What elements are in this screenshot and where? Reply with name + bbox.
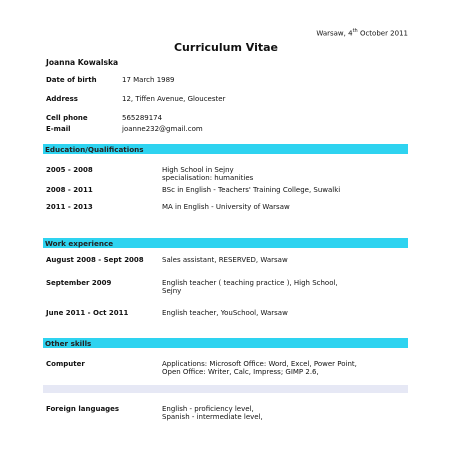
- address-label: Address: [46, 95, 78, 103]
- email-value: joanne232@gmail.com: [122, 125, 203, 133]
- date-text: Warsaw, 4: [316, 29, 353, 38]
- language-line: Spanish - intermediate level,: [162, 413, 263, 421]
- work-line: Sejny: [162, 287, 182, 295]
- skills-section-bar: [43, 338, 408, 348]
- email-label: E-mail: [46, 125, 71, 133]
- skills-heading: Other skills: [45, 339, 92, 348]
- work-entry: [162, 279, 338, 295]
- language-line: English - proficiency level,: [162, 405, 254, 413]
- work-entry: English teacher, YouSchool, Warsaw: [162, 309, 288, 317]
- work-heading: Work experience: [45, 239, 114, 248]
- work-period: August 2008 - Sept 2008: [46, 256, 144, 264]
- candidate-name: Joanna Kowalska: [46, 58, 119, 67]
- education-line: High School in Sejny: [162, 166, 234, 174]
- education-period: 2011 - 2013: [46, 203, 93, 211]
- education-heading: Education/Qualifications: [45, 145, 144, 154]
- work-period: June 2011 - Oct 2011: [46, 309, 129, 317]
- phone-label: Cell phone: [46, 114, 88, 122]
- document-date: [316, 28, 408, 37]
- date-text-end: October 2011: [357, 29, 408, 38]
- languages-label: Foreign languages: [46, 405, 120, 413]
- work-entry: Sales assistant, RESERVED, Warsaw: [162, 256, 288, 264]
- education-period: 2005 - 2008: [46, 166, 93, 174]
- work-line: English teacher ( teaching practice ), High School,: [162, 279, 338, 287]
- education-entry: [162, 166, 253, 182]
- dob-value: 17 March 1989: [122, 76, 175, 84]
- address-value: 12, Tiffen Avenue, Gloucester: [122, 95, 226, 103]
- work-period: September 2009: [46, 279, 112, 287]
- work-section-bar: [43, 238, 408, 248]
- document-title: Curriculum Vitae: [173, 41, 278, 54]
- education-line: specialisation: humanities: [162, 174, 254, 182]
- education-period: 2008 - 2011: [46, 186, 93, 194]
- languages-skills: [162, 405, 263, 421]
- education-section-bar: [43, 144, 408, 154]
- education-entry: MA in English - University of Warsaw: [162, 203, 290, 211]
- computer-line: Applications: Microsoft Office: Word, Excel, Power Point,: [162, 360, 357, 368]
- section-divider-bar: [43, 385, 408, 393]
- dob-label: Date of birth: [46, 76, 97, 84]
- phone-value: 565289174: [122, 114, 163, 122]
- computer-skills: [162, 360, 357, 376]
- computer-line: Open Office: Writer, Calc, Impress; GIMP 2.6,: [162, 368, 319, 376]
- computer-label: Computer: [46, 360, 85, 368]
- date-ordinal: th: [352, 28, 358, 34]
- education-entry: BSc in English - Teachers' Training College, Suwalki: [162, 186, 341, 194]
